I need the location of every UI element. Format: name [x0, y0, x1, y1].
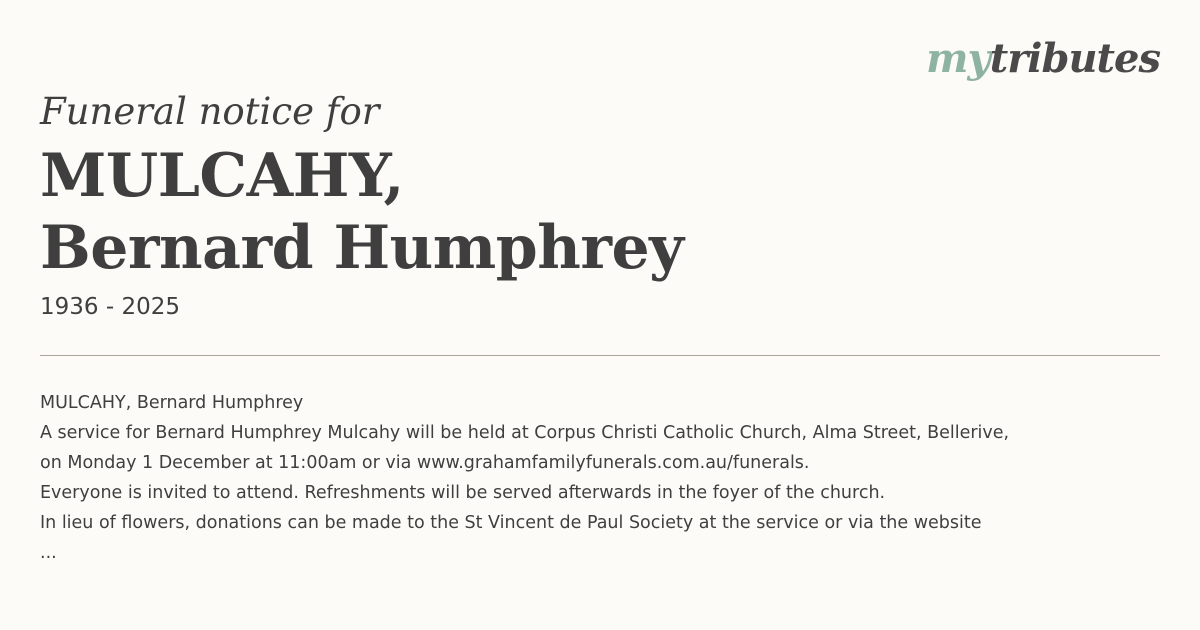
mytributes-logo[interactable]: [926, 34, 1160, 84]
section-divider: [40, 355, 1160, 356]
life-years: 1936 - 2025: [40, 294, 180, 320]
notice-ellipsis: ...: [40, 543, 57, 563]
notice-kicker: Funeral notice for: [40, 90, 380, 133]
deceased-surname: MULCAHY,: [40, 141, 404, 211]
notice-line: A service for Bernard Humphrey Mulcahy will be held at Corpus Christi Catholic Church, Alma Street, Bellerive,: [40, 423, 1010, 443]
logo-prefix: my: [926, 35, 990, 82]
logo-suffix: tributes: [989, 35, 1160, 82]
deceased-name: [40, 140, 683, 284]
notice-line: MULCAHY, Bernard Humphrey: [40, 393, 304, 413]
deceased-given-names: Bernard Humphrey: [40, 213, 684, 283]
notice-line: In lieu of flowers, donations can be made to the St Vincent de Paul Society at the service or via the website: [40, 513, 982, 533]
notice-line: on Monday 1 December at 11:00am or via www.grahamfamilyfunerals.com.au/funerals.: [40, 453, 810, 473]
notice-text: [40, 388, 1160, 568]
notice-line: Everyone is invited to attend. Refreshments will be served afterwards in the foyer of the church.: [40, 483, 886, 503]
